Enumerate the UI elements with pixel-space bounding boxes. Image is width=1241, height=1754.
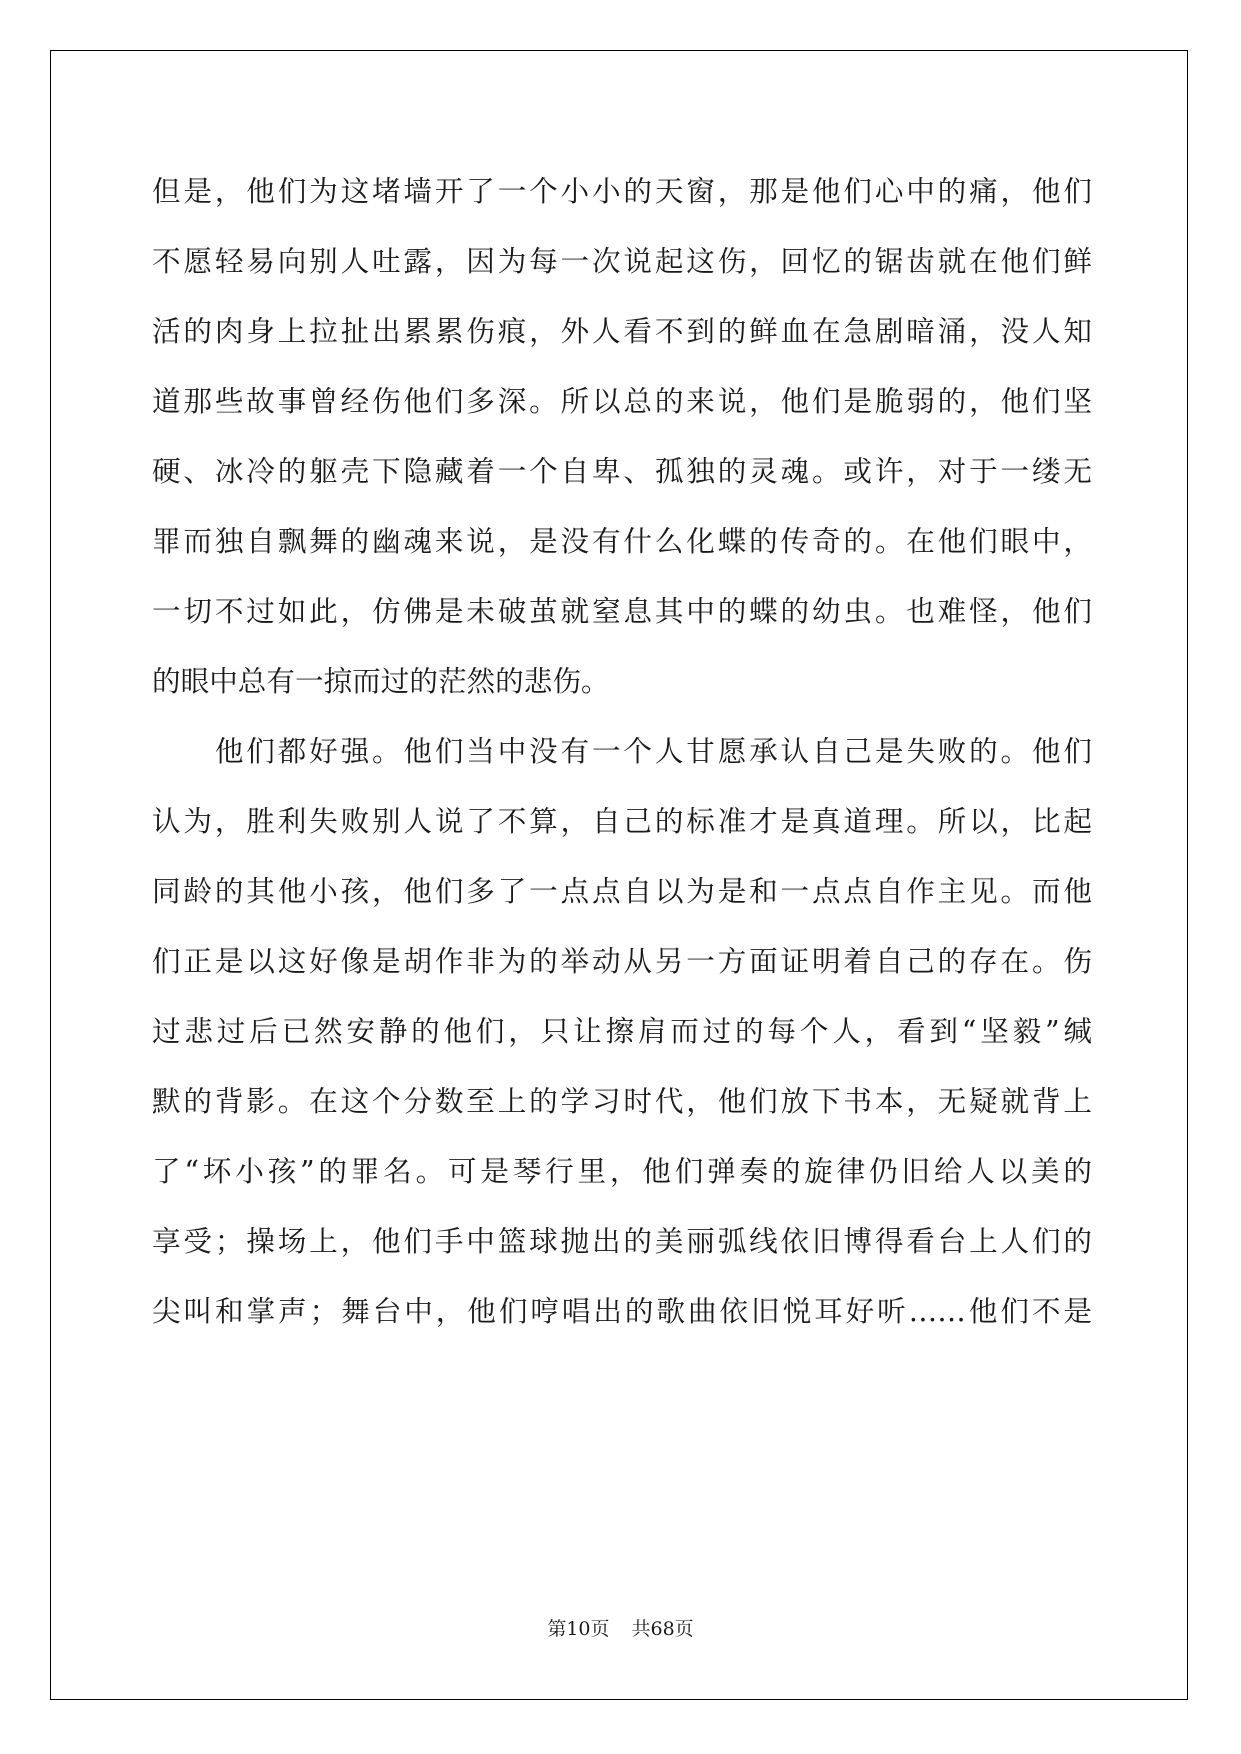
text-line: 们正是以这好像是胡作非为的举动从另一方面证明着自己的存在。伤 (152, 944, 1092, 978)
text-line: 他们都好强。他们当中没有一个人甘愿承认自己是失败的。他们 (152, 734, 1092, 768)
text-line: 硬、冰冷的躯壳下隐藏着一个自卑、孤独的灵魂。或许，对于一缕无 (152, 454, 1092, 488)
text-line: 一切不过如此，仿佛是未破茧就窒息其中的蝶的幼虫。也难怪，他们 (152, 594, 1092, 628)
paragraph-1 (152, 156, 1092, 716)
text-line: 尖叫和掌声；舞台中，他们哼唱出的歌曲依旧悦耳好听……他们不是 (152, 1294, 1092, 1328)
page-footer (0, 1614, 1241, 1641)
text-line: 享受；操场上，他们手中篮球抛出的美丽弧线依旧博得看台上人们的 (152, 1224, 1092, 1258)
page-number-current: 第10页 (547, 1618, 610, 1640)
text-line: 道那些故事曾经伤他们多深。所以总的来说，他们是脆弱的，他们坚 (152, 384, 1092, 418)
text-line: 不愿轻易向别人吐露，因为每一次说起这伤，回忆的锯齿就在他们鲜 (152, 244, 1092, 278)
text-line: 的眼中总有一掠而过的茫然的悲伤。 (152, 664, 610, 698)
text-line: 罪而独自飘舞的幽魂来说，是没有什么化蝶的传奇的。在他们眼中， (152, 524, 1092, 558)
page-number-total: 共68页 (631, 1618, 694, 1640)
text-line: 活的肉身上拉扯出累累伤痕，外人看不到的鲜血在急剧暗涌，没人知 (152, 314, 1092, 348)
text-line: 默的背影。在这个分数至上的学习时代，他们放下书本，无疑就背上 (152, 1084, 1092, 1118)
paragraph-2 (152, 716, 1092, 1346)
text-line: 了“坏小孩”的罪名。可是琴行里，他们弹奏的旋律仍旧给人以美的 (152, 1154, 1092, 1188)
text-line: 认为，胜利失败别人说了不算，自己的标准才是真道理。所以，比起 (152, 804, 1092, 838)
body-text (152, 156, 1092, 1346)
text-line: 过悲过后已然安静的他们，只让擦肩而过的每个人，看到“坚毅”缄 (152, 1014, 1092, 1048)
text-line: 同龄的其他小孩，他们多了一点点自以为是和一点点自作主见。而他 (152, 874, 1092, 908)
text-line: 但是，他们为这堵墙开了一个小小的天窗，那是他们心中的痛，他们 (152, 174, 1092, 208)
